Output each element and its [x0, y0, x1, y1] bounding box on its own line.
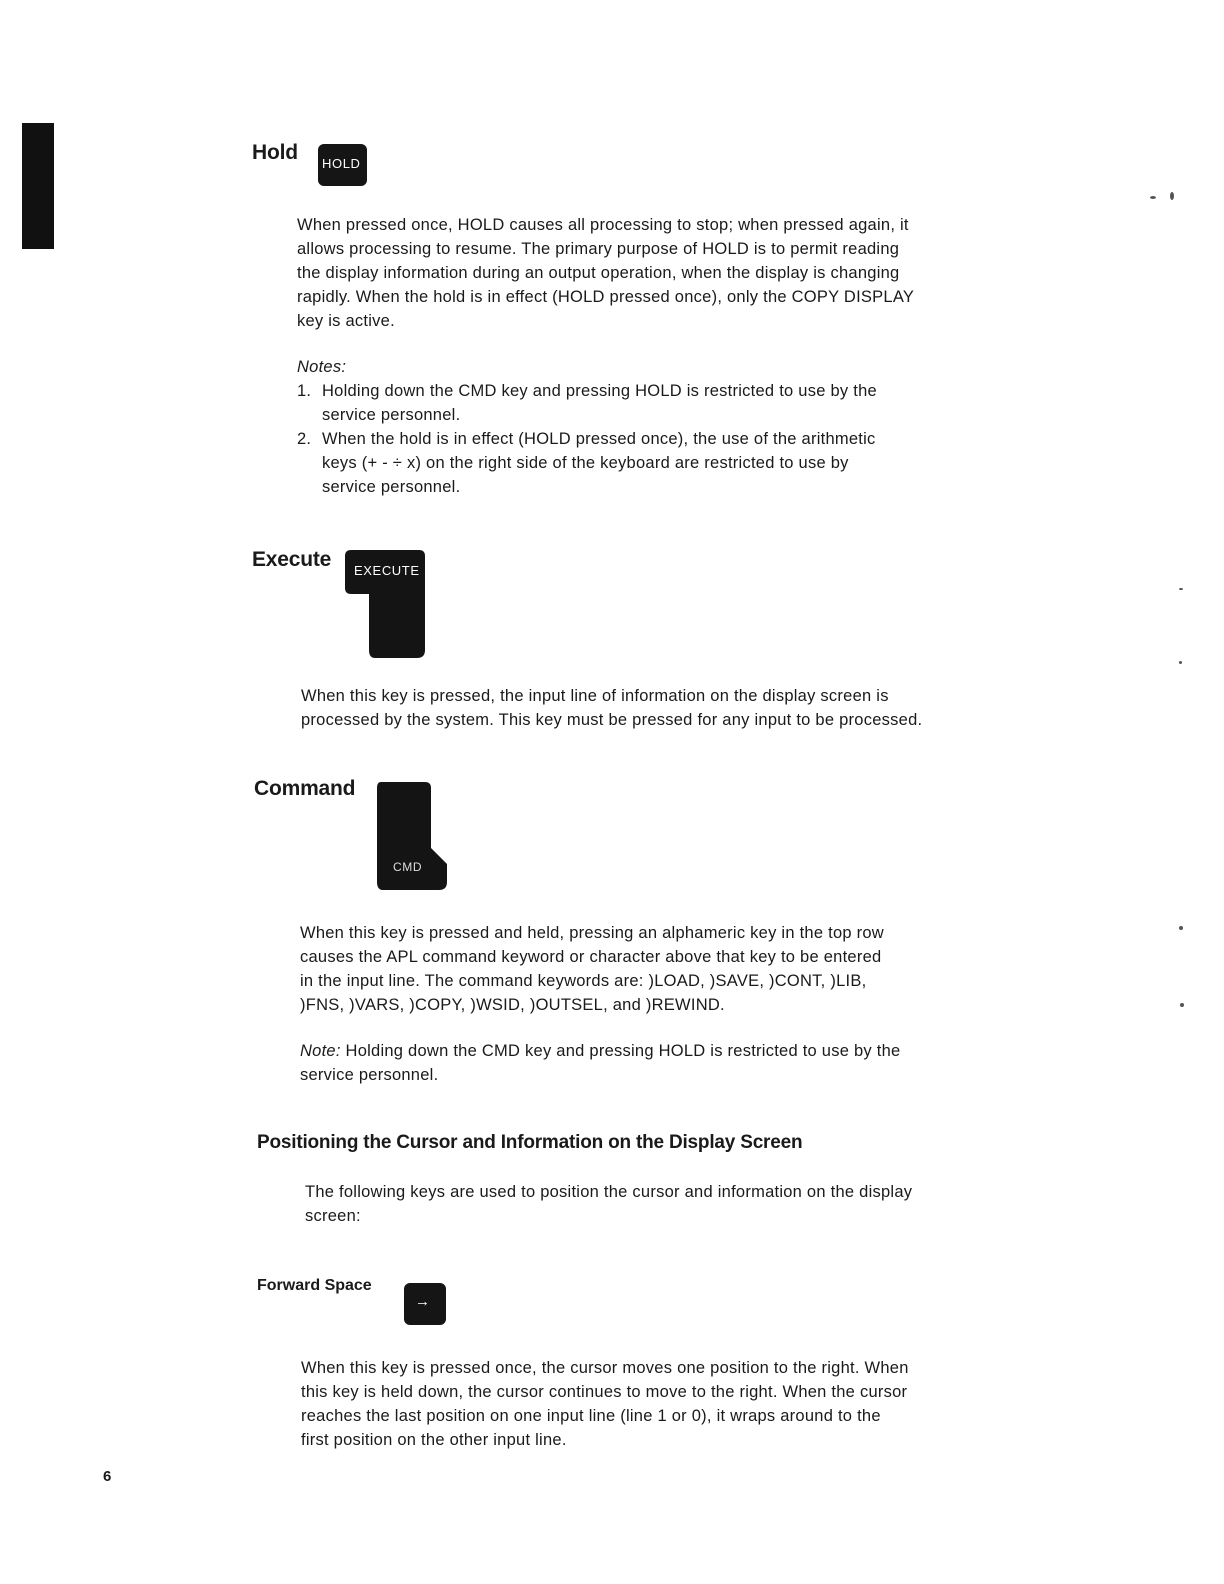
text-line: reaches the last position on one input line (line 1 or 0), it wraps around to the: [301, 1407, 881, 1425]
cmd-key-image: [375, 782, 447, 890]
text-line: allows processing to resume. The primary purpose of HOLD is to permit reading: [297, 240, 900, 258]
execute-paragraph: [301, 684, 1021, 732]
hold-key-label: HOLD: [322, 156, 361, 171]
text-line: key is active.: [297, 312, 395, 330]
text-line: service personnel.: [322, 406, 461, 424]
notes-list: [297, 379, 997, 499]
command-heading: Command: [254, 777, 356, 800]
text-line: When pressed once, HOLD causes all processing to stop; when pressed again, it: [297, 216, 909, 234]
execute-key-image: [345, 550, 425, 658]
note-label: Note:: [300, 1042, 341, 1060]
scan-speck: [1180, 1003, 1184, 1007]
page-number: 6: [103, 1468, 112, 1485]
scan-speck: [1179, 661, 1182, 664]
text-line: Holding down the CMD key and pressing HOLD is restricted to use by the: [322, 382, 877, 400]
text-line: service personnel.: [322, 478, 461, 496]
hold-paragraph: [297, 213, 1017, 333]
hold-heading: Hold: [252, 141, 298, 164]
text-line: The following keys are used to position the cursor and information on the display: [305, 1183, 913, 1201]
text-line: keys (+ - ÷ x) on the right side of the keyboard are restricted to use by: [322, 454, 849, 472]
forward-space-paragraph: [301, 1356, 1021, 1452]
text-line: rapidly. When the hold is in effect (HOLD pressed once), only the COPY DISPLAY: [297, 288, 915, 306]
text-line: service personnel.: [300, 1066, 439, 1084]
note-item: [297, 427, 997, 499]
text-line: When this key is pressed and held, pressing an alphameric key in the top row: [300, 924, 884, 942]
note-number: 2.: [297, 430, 312, 448]
scan-speck: [1179, 926, 1183, 930]
text-line: in the input line. The command keywords are: )LOAD, )SAVE, )CONT, )LIB,: [300, 972, 867, 990]
hold-key-image: [318, 144, 367, 186]
right-arrow-icon: →: [415, 1293, 431, 1310]
text-line: screen:: [305, 1207, 361, 1225]
positioning-paragraph: [305, 1180, 1025, 1228]
note-number: 1.: [297, 382, 312, 400]
text-line: processed by the system. This key must be pressed for any input to be processed.: [301, 711, 923, 729]
text-line: When the hold is in effect (HOLD pressed once), the use of the arithmetic: [322, 430, 876, 448]
text-line: this key is held down, the cursor continues to move to the right. When the cursor: [301, 1383, 908, 1401]
execute-heading: Execute: [252, 548, 332, 571]
command-paragraph: [300, 921, 1020, 1017]
text-line: When this key is pressed once, the cursor moves one position to the right. When: [301, 1359, 909, 1377]
execute-key-label: EXECUTE: [354, 563, 420, 578]
scan-speck: [1170, 192, 1174, 200]
scan-speck: [1150, 196, 1156, 199]
text-line: causes the APL command keyword or character above that key to be entered: [300, 948, 882, 966]
forward-space-heading: Forward Space: [257, 1277, 372, 1294]
scan-speck: [1179, 588, 1183, 590]
note-text: Holding down the CMD key and pressing HOLD is restricted to use by the: [340, 1042, 901, 1060]
note-item: [297, 379, 997, 427]
text-line: first position on the other input line.: [301, 1431, 567, 1449]
command-note: [300, 1039, 1020, 1087]
positioning-heading: Positioning the Cursor and Information on the Display Screen: [257, 1132, 803, 1153]
text-line: the display information during an output operation, when the display is changing: [297, 264, 900, 282]
notes-label: Notes:: [297, 358, 347, 376]
revision-change-bar: [22, 123, 54, 249]
text-line: )FNS, )VARS, )COPY, )WSID, )OUTSEL, and )REWIND.: [300, 996, 725, 1014]
text-line: When this key is pressed, the input line of information on the display screen is: [301, 687, 889, 705]
cmd-key-label: CMD: [393, 860, 423, 874]
forward-space-key-image: [404, 1283, 446, 1325]
